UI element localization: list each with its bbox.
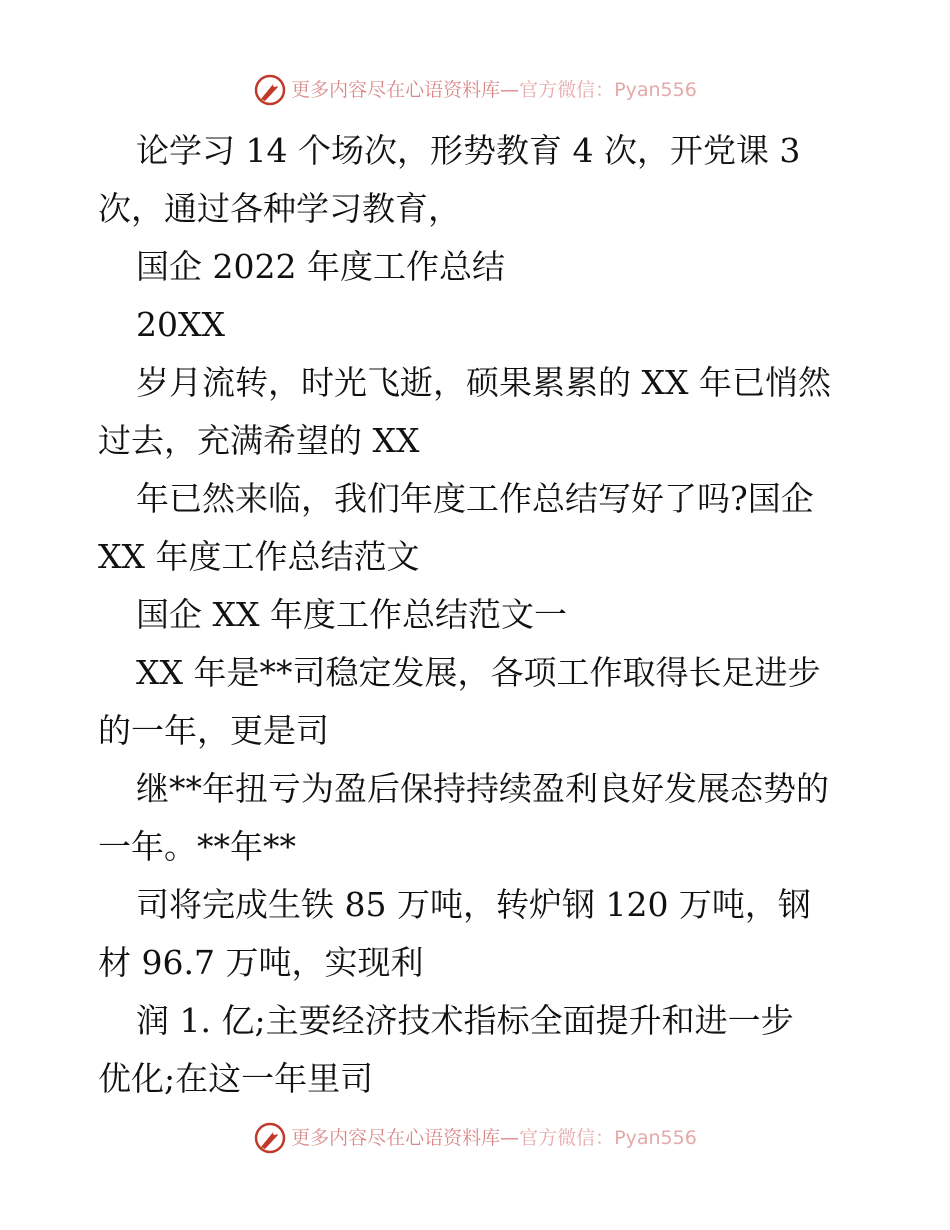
- text-line: 次，通过各种学习教育，: [98, 189, 461, 228]
- text-line: 的一年，更是司: [98, 711, 329, 750]
- banner-text: 更多内容尽在心语资料库: [291, 1127, 501, 1149]
- text-line: 优化;在这一年里司: [98, 1059, 374, 1098]
- text-line: 司将完成生铁 85 万吨，转炉钢 120 万吨，钢: [136, 885, 811, 924]
- banner-separator: —: [500, 1127, 520, 1149]
- section-title: 国企 XX 年度工作总结范文一: [136, 595, 567, 634]
- banner-contact: 官方微信：Pyan556: [519, 1127, 697, 1149]
- pen-nib-logo-icon: [253, 73, 287, 107]
- text-line: 继**年扭亏为盈后保持持续盈利良好发展态势的: [136, 769, 829, 808]
- text-line: 岁月流转，时光飞逝，硕果累累的 XX 年已悄然: [136, 363, 831, 402]
- footer-banner: [0, 1118, 950, 1158]
- text-line: 论学习 14 个场次，形势教育 4 次，开党课 3: [136, 131, 801, 170]
- text-line: XX 年度工作总结范文: [98, 537, 420, 576]
- text-line: 材 96.7 万吨，实现利: [98, 943, 424, 982]
- banner-contact: 官方微信：Pyan556: [519, 79, 697, 101]
- text-line: 一年。**年**: [98, 827, 296, 866]
- banner-separator: —: [500, 79, 520, 101]
- text-line: XX 年是**司稳定发展，各项工作取得长足进步: [136, 653, 821, 692]
- text-line: 年已然来临，我们年度工作总结写好了吗?国企: [136, 479, 814, 518]
- pen-nib-logo-icon: [253, 1121, 287, 1155]
- section-title: 国企 2022 年度工作总结: [136, 247, 505, 286]
- text-line: 20XX: [136, 305, 225, 344]
- text-line: 润 1. 亿;主要经济技术指标全面提升和进一步: [136, 1001, 794, 1040]
- banner-text: 更多内容尽在心语资料库: [291, 79, 501, 101]
- header-banner: [0, 70, 950, 110]
- document-body: [98, 122, 858, 1108]
- text-line: 过去，充满希望的 XX: [98, 421, 420, 460]
